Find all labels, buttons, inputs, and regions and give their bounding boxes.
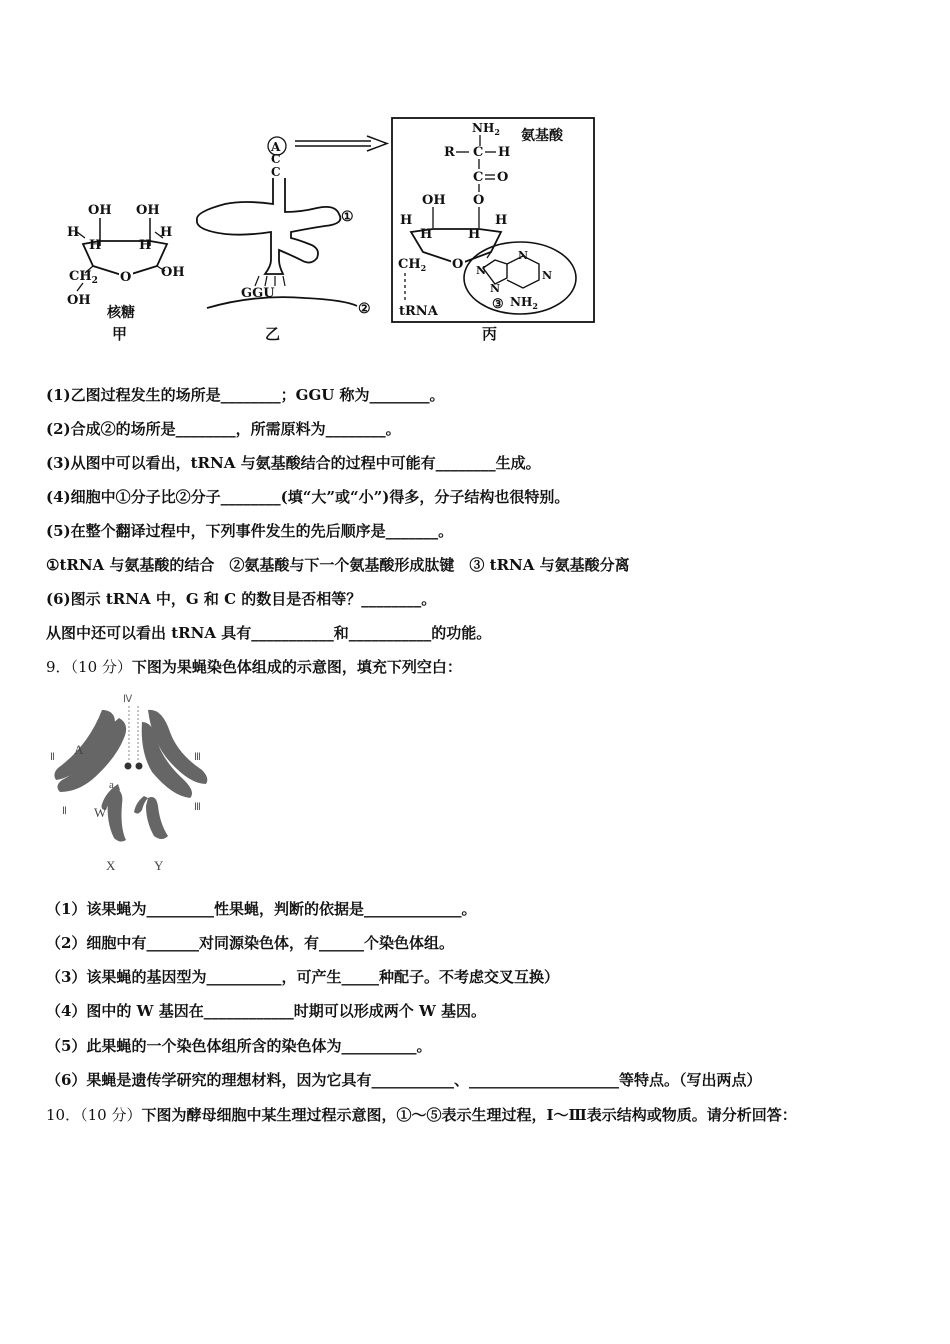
q9-question-2: （2）细胞中有_______对同源染色体，有______个染色体组。	[46, 934, 454, 952]
label-iii-bottom: Ⅲ	[194, 802, 201, 813]
trna-end-c1: C	[271, 152, 281, 166]
base-nh2: $NH_2$	[510, 295, 538, 311]
q9-stem: 下图为果蝇染色体组成的示意图，填充下列空白：	[131, 658, 462, 676]
q9-question-4: （4）图中的 W 基因在____________时期可以形成两个 W 基因。	[46, 1002, 487, 1020]
ribose-h4: H	[495, 213, 508, 228]
ribose-h-rr: H	[160, 225, 173, 240]
aa-nh2: $NH_2$	[472, 121, 500, 137]
panel-yi-trna	[197, 136, 387, 343]
ribose-oh: OH	[422, 193, 446, 208]
ribose-oh-right-top: OH	[136, 203, 160, 218]
q9-question-1: （1）该果蝇为_________性果蝇，判断的依据是_____________。	[46, 900, 477, 918]
panel-label-bing: 丙	[482, 325, 498, 343]
panel-bing-aminoacyl	[392, 118, 594, 343]
aa-h: H	[498, 145, 511, 160]
ribose-h-lm: H	[89, 238, 102, 253]
label-ii-bottom: Ⅱ	[62, 806, 67, 817]
ribose-ring-o: O	[120, 270, 132, 285]
q8-question-4: (4)细胞中①分子比②分子________(填“大”或“小”)得多，分子结构也很特别。	[46, 488, 570, 506]
adenine-n3: N	[542, 269, 553, 282]
ribose-ch2-bing: $CH_2$	[398, 257, 427, 273]
q8-question-5: (5)在整个翻译过程中，下列事件发生的先后顺序是_______。	[46, 522, 454, 540]
ribose-ring-o-bing: O	[452, 257, 464, 272]
q8-question-3: (3)从图中可以看出，tRNA 与氨基酸结合的过程中可能有________生成。	[46, 454, 541, 472]
aa-o-carbonyl: O	[497, 170, 509, 185]
trna-label-circ1: ①	[341, 209, 354, 225]
ribose-h1: H	[400, 213, 413, 228]
q9-number: 9．（10 分）	[46, 658, 132, 676]
q8-question-1: (1)乙图过程发生的场所是________；GGU 称为________。	[46, 386, 445, 404]
ribose-oh-left-top: OH	[88, 203, 112, 218]
aa-o-ester: O	[473, 193, 485, 208]
label-w: W	[94, 805, 107, 820]
q10-header	[46, 1105, 797, 1125]
amino-acid-label: 氨基酸	[521, 128, 563, 144]
q10-number: 10．（10 分）	[46, 1106, 142, 1124]
q10-stem: 下图为酵母细胞中某生理过程示意图，①～⑤表示生理过程，Ⅰ～Ⅲ表示结构或物质。请分析回答：	[141, 1106, 797, 1124]
q8-question-2: (2)合成②的场所是________，所需原料为________。	[46, 420, 401, 438]
label-iv: Ⅳ	[123, 694, 133, 705]
q9-question-3: （3）该果蝇的基因型为__________，可产生_____种配子。不考虑交叉互换）	[46, 968, 559, 986]
label-iii-top: Ⅲ	[194, 752, 201, 763]
aa-c-alpha: C	[473, 145, 484, 160]
figure-trna-structure	[55, 108, 615, 353]
trna-end-a: A	[271, 140, 281, 154]
aa-c-carbonyl: C	[473, 170, 484, 185]
trna-end-c2: C	[271, 165, 281, 179]
adenine-n4: N	[490, 282, 501, 295]
panel-label-yi: 乙	[265, 325, 281, 343]
ribose-h-ll: H	[67, 225, 80, 240]
q8-question-6: (6)图示 tRNA 中，G 和 C 的数目是否相等？________。	[46, 590, 437, 608]
ribose-h2: H	[420, 227, 433, 242]
ribose-ch2: $CH_2$	[69, 269, 98, 286]
ribose-name: 核糖	[107, 305, 135, 321]
aa-r: R	[444, 145, 455, 160]
label-ii-top: Ⅱ	[50, 752, 55, 763]
ribose-oh-bottom: OH	[67, 293, 91, 308]
q9-question-5: （5）此果蝇的一个染色体组所含的染色体为__________。	[46, 1037, 432, 1055]
base-label-circ3: ③	[492, 297, 504, 312]
panel-label-jia: 甲	[112, 325, 128, 343]
label-a-lower: a	[109, 779, 114, 791]
adenine-n2: N	[518, 249, 529, 262]
trna-label: tRNA	[399, 304, 438, 319]
mrna-codon-ggu: GGU	[241, 286, 275, 301]
q8-options: ①tRNA 与氨基酸的结合 ②氨基酸与下一个氨基酸形成肽键 ③ tRNA 与氨基酸分离	[46, 556, 630, 574]
ribose-h-rm: H	[139, 238, 152, 253]
label-y: Y	[154, 858, 164, 873]
adenine-n1: N	[476, 264, 487, 277]
panel-jia-ribose	[67, 203, 185, 343]
mrna-label-circ2: ②	[358, 301, 371, 317]
label-a-upper: A	[74, 742, 84, 757]
ribose-h3: H	[468, 227, 481, 242]
ribose-oh-right: OH	[161, 265, 185, 280]
q9-question-6: （6）果蝇是遗传学研究的理想材料，因为它具有___________、____________________等特点。（写出两点）	[46, 1071, 762, 1089]
q8-question-7: 从图中还可以看出 tRNA 具有___________和___________的功能。	[46, 624, 492, 642]
label-x: X	[106, 858, 116, 873]
q9-header	[46, 657, 462, 677]
figure-fruitfly-chromosomes	[44, 688, 224, 878]
